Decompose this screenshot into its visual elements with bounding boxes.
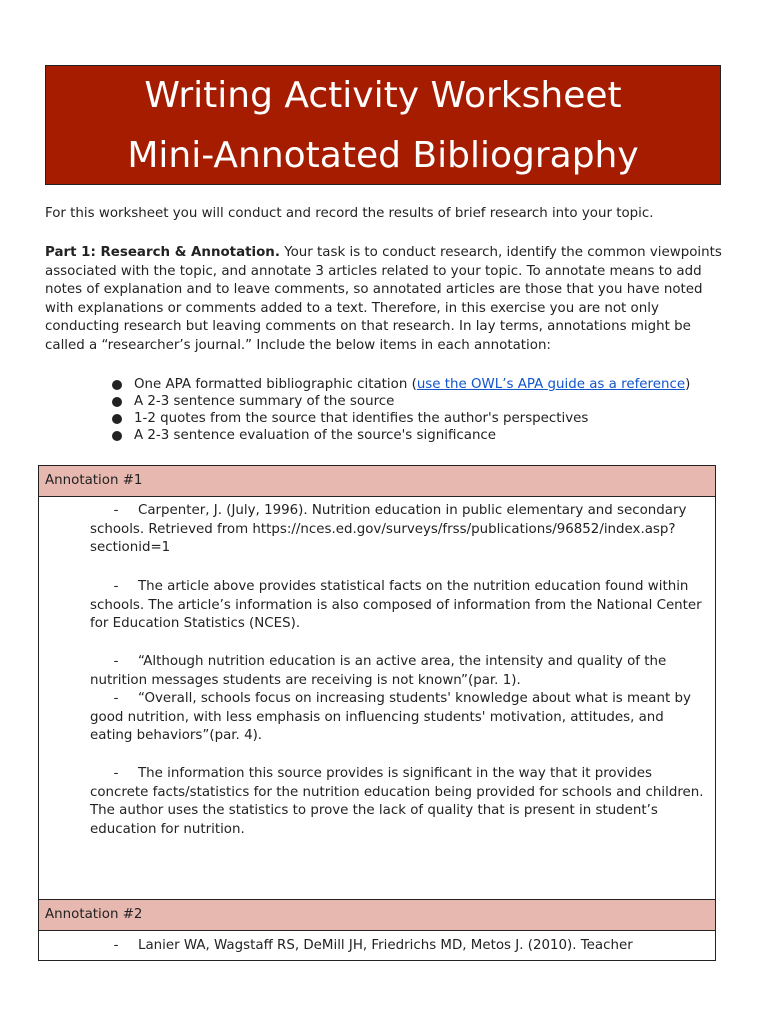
annotation-2-header: Annotation #2 [39, 900, 715, 931]
dash-marker: - [113, 579, 119, 594]
citation-rest: schools. Retrieved from https://nces.ed.gov/surveys/frss/publications/96852/index.asp?sectionid=1 [90, 521, 676, 556]
quote2-first-line: “Overall, schools focus on increasing students' knowledge about what is meant by [138, 691, 691, 706]
annotation-1-quote-1 [90, 653, 706, 690]
part1-paragraph [45, 244, 725, 356]
annotation-1-quote-2 [90, 690, 706, 746]
bullet-icon [112, 431, 122, 441]
annotation-1-cell [39, 497, 715, 900]
quote2-rest: good nutrition, with less emphasis on influencing students' motivation, attitudes, and eating behaviors”(par. 4). [90, 709, 664, 744]
requirements-list [112, 376, 732, 444]
annotation-table [38, 465, 716, 961]
summary-first-line: The article above provides statistical facts on the nutrition education found within [138, 579, 689, 594]
part1-body: Your task is to conduct research, identify the common viewpoints associated with the topic, and annotate 3 articles related to your topic. To annotate means to add notes of explanation and to leave comments, so annotated articles are those that you have noted with explanations or comments added to a text. Therefore, in this exercise you are not only conducting research but leaving comments on that research. In lay terms, annotations might be called a “researcher’s journal.” Include the below items in each annotation: [45, 245, 722, 353]
annotation-1-summary [90, 578, 706, 634]
list-item [112, 376, 732, 393]
dash-marker: - [113, 503, 119, 518]
evaluation-first-line: The information this source provides is significant in the way that it provides [138, 766, 652, 781]
annotation-1-header: Annotation #1 [39, 466, 715, 497]
list-item [112, 393, 732, 410]
title-banner [45, 65, 721, 185]
annotation-1-citation [90, 502, 706, 558]
annotation-2-cell [39, 931, 715, 961]
bullet-text: One APA formatted bibliographic citation ( [134, 377, 417, 392]
bullet-icon [112, 380, 122, 390]
quote1-first-line: “Although nutrition education is an active area, the intensity and quality of the [138, 654, 667, 669]
bullet-icon [112, 414, 122, 424]
list-item [112, 427, 732, 444]
summary-rest: schools. The article’s information is also composed of information from the National Center for Education Statistics (NCES). [90, 597, 702, 632]
dash-marker: - [113, 766, 119, 781]
bullet-text-close: ) [685, 377, 691, 392]
quote1-rest: nutrition messages students are receiving is not known”(par. 1). [90, 672, 521, 688]
title-line-1: Writing Activity Worksheet [144, 75, 622, 116]
dash-marker: - [113, 938, 119, 953]
list-item [112, 410, 732, 427]
dash-marker: - [113, 691, 119, 706]
bullet-text: A 2-3 sentence evaluation of the source's significance [134, 428, 497, 443]
citation-first-line: Carpenter, J. (July, 1996). Nutrition education in public elementary and secondary [138, 503, 687, 518]
evaluation-rest: concrete facts/statistics for the nutrition education being provided for schools and children. The author uses the statistics to prove the lack of quality that is present in student’s education for nutrition. [90, 784, 704, 837]
citation-first-line: Lanier WA, Wagstaff RS, DeMill JH, Friedrichs MD, Metos J. (2010). Teacher [138, 938, 633, 953]
annotation-2-citation [90, 937, 706, 956]
bullet-icon [112, 397, 122, 407]
annotation-1-evaluation [90, 765, 706, 839]
intro-text: For this worksheet you will conduct and record the results of brief research into your topic. [45, 206, 654, 221]
title-line-2: Mini-Annotated Bibliography [127, 135, 639, 176]
dash-marker: - [113, 654, 119, 669]
owl-apa-guide-link[interactable]: use the OWL’s APA guide as a reference [416, 377, 686, 392]
part1-heading: Part 1: Research & Annotation. [45, 245, 280, 260]
bullet-text: A 2-3 sentence summary of the source [134, 394, 395, 409]
bullet-text: 1-2 quotes from the source that identifies the author's perspectives [134, 411, 589, 426]
